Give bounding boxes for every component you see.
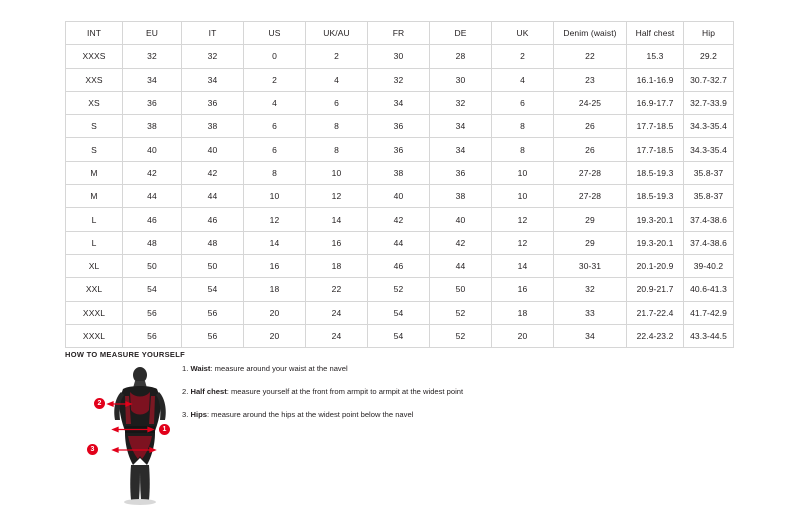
cell-de: 30	[430, 68, 492, 91]
cell-half-chest: 21.7-22.4	[627, 301, 684, 324]
cell-denim-waist: 26	[554, 115, 627, 138]
cell-half-chest: 20.1-20.9	[627, 254, 684, 277]
cell-int: XXS	[66, 68, 123, 91]
cell-it: 44	[182, 185, 244, 208]
cell-int: S	[66, 138, 123, 161]
table-row	[66, 161, 734, 184]
cell-de: 52	[430, 301, 492, 324]
column-header-int: INT	[66, 22, 123, 45]
cell-fr: 52	[368, 278, 430, 301]
table-header-row	[66, 22, 734, 45]
table-row	[66, 45, 734, 68]
cell-hip: 34.3-35.4	[684, 138, 734, 161]
cell-us: 0	[244, 45, 306, 68]
cell-uk: 10	[492, 161, 554, 184]
cell-us: 6	[244, 138, 306, 161]
cell-denim-waist: 32	[554, 278, 627, 301]
cell-us: 6	[244, 115, 306, 138]
cell-denim-waist: 29	[554, 208, 627, 231]
instruction-text: : measure around your waist at the navel	[210, 364, 348, 373]
column-header-fr: FR	[368, 22, 430, 45]
cell-int: M	[66, 185, 123, 208]
cell-fr: 42	[368, 208, 430, 231]
cell-it: 50	[182, 254, 244, 277]
table-row	[66, 185, 734, 208]
cell-uk: 8	[492, 115, 554, 138]
cell-uk: 2	[492, 45, 554, 68]
cell-denim-waist: 24-25	[554, 91, 627, 114]
cell-de: 50	[430, 278, 492, 301]
cell-uk: 4	[492, 68, 554, 91]
instruction-term: Half chest	[190, 386, 227, 396]
cell-fr: 46	[368, 254, 430, 277]
column-header-uk-au: UK/AU	[306, 22, 368, 45]
table-row	[66, 231, 734, 254]
table-row	[66, 115, 734, 138]
cell-uk-au: 2	[306, 45, 368, 68]
cell-denim-waist: 29	[554, 231, 627, 254]
cell-it: 42	[182, 161, 244, 184]
cell-uk: 14	[492, 254, 554, 277]
column-header-denim-waist: Denim (waist)	[554, 22, 627, 45]
cell-uk-au: 8	[306, 115, 368, 138]
cell-uk-au: 22	[306, 278, 368, 301]
cell-denim-waist: 34	[554, 324, 627, 347]
cell-denim-waist: 23	[554, 68, 627, 91]
how-to-measure-title: HOW TO MEASURE YOURSELF	[65, 350, 185, 359]
cell-fr: 30	[368, 45, 430, 68]
instruction-text: : measure yourself at the front from armpit to armpit at the widest point	[226, 386, 464, 396]
cell-half-chest: 18.5-19.3	[627, 185, 684, 208]
cell-us: 4	[244, 91, 306, 114]
cell-half-chest: 19.3-20.1	[627, 231, 684, 254]
cell-half-chest: 16.9-17.7	[627, 91, 684, 114]
cell-hip: 39-40.2	[684, 254, 734, 277]
cell-it: 38	[182, 115, 244, 138]
cell-int: XL	[66, 254, 123, 277]
cell-fr: 34	[368, 91, 430, 114]
cell-half-chest: 17.7-18.5	[627, 115, 684, 138]
cell-uk: 20	[492, 324, 554, 347]
cell-denim-waist: 27-28	[554, 161, 627, 184]
cell-uk-au: 16	[306, 231, 368, 254]
table-row	[66, 138, 734, 161]
cell-hip: 35.8-37	[684, 185, 734, 208]
cell-it: 32	[182, 45, 244, 68]
cell-uk-au: 8	[306, 138, 368, 161]
instruction-item	[182, 410, 602, 420]
cell-us: 18	[244, 278, 306, 301]
cell-it: 40	[182, 138, 244, 161]
cell-int: XS	[66, 91, 123, 114]
cell-de: 38	[430, 185, 492, 208]
instruction-text: : measure around the hips at the widest point below the navel	[206, 409, 414, 419]
cell-denim-waist: 26	[554, 138, 627, 161]
cell-it: 36	[182, 91, 244, 114]
cell-eu: 56	[123, 301, 182, 324]
cell-int: M	[66, 161, 123, 184]
cell-us: 20	[244, 301, 306, 324]
cell-eu: 38	[123, 115, 182, 138]
column-header-it: IT	[182, 22, 244, 45]
cell-us: 20	[244, 324, 306, 347]
column-header-de: DE	[430, 22, 492, 45]
cell-it: 56	[182, 301, 244, 324]
cell-uk-au: 18	[306, 254, 368, 277]
cell-eu: 42	[123, 161, 182, 184]
measurement-instructions	[182, 364, 602, 433]
instruction-number: 3.	[182, 409, 189, 419]
column-header-half-chest: Half chest	[627, 22, 684, 45]
cell-de: 40	[430, 208, 492, 231]
cell-int: L	[66, 208, 123, 231]
cell-denim-waist: 22	[554, 45, 627, 68]
cell-de: 34	[430, 138, 492, 161]
cell-eu: 34	[123, 68, 182, 91]
cell-hip: 41.7-42.9	[684, 301, 734, 324]
table-row	[66, 91, 734, 114]
cell-eu: 50	[123, 254, 182, 277]
cell-uk: 12	[492, 231, 554, 254]
table-row	[66, 254, 734, 277]
cell-eu: 56	[123, 324, 182, 347]
measurement-badge-1: 1	[159, 424, 170, 435]
cell-uk: 6	[492, 91, 554, 114]
cell-de: 32	[430, 91, 492, 114]
instruction-number: 1.	[182, 364, 189, 373]
instruction-term: Waist	[190, 364, 211, 373]
mannequin-illustration	[85, 366, 195, 506]
instruction-item	[182, 364, 602, 374]
cell-fr: 40	[368, 185, 430, 208]
cell-eu: 32	[123, 45, 182, 68]
measurement-badge-3: 3	[87, 444, 98, 455]
cell-half-chest: 19.3-20.1	[627, 208, 684, 231]
cell-denim-waist: 27-28	[554, 185, 627, 208]
cell-de: 28	[430, 45, 492, 68]
instruction-number: 2.	[182, 386, 189, 396]
cell-eu: 44	[123, 185, 182, 208]
cell-uk-au: 14	[306, 208, 368, 231]
cell-denim-waist: 33	[554, 301, 627, 324]
cell-uk-au: 6	[306, 91, 368, 114]
cell-fr: 36	[368, 115, 430, 138]
column-header-hip: Hip	[684, 22, 734, 45]
cell-us: 16	[244, 254, 306, 277]
instruction-term: Hips	[190, 409, 207, 419]
cell-hip: 43.3-44.5	[684, 324, 734, 347]
cell-fr: 36	[368, 138, 430, 161]
cell-eu: 46	[123, 208, 182, 231]
table-row	[66, 208, 734, 231]
cell-half-chest: 16.1-16.9	[627, 68, 684, 91]
cell-uk-au: 24	[306, 324, 368, 347]
cell-us: 10	[244, 185, 306, 208]
cell-uk: 8	[492, 138, 554, 161]
cell-us: 12	[244, 208, 306, 231]
cell-hip: 37.4-38.6	[684, 208, 734, 231]
cell-fr: 44	[368, 231, 430, 254]
table-row	[66, 324, 734, 347]
cell-half-chest: 20.9-21.7	[627, 278, 684, 301]
cell-hip: 30.7-32.7	[684, 68, 734, 91]
cell-us: 8	[244, 161, 306, 184]
cell-uk-au: 4	[306, 68, 368, 91]
size-conversion-table	[65, 21, 734, 348]
cell-us: 14	[244, 231, 306, 254]
cell-hip: 34.3-35.4	[684, 115, 734, 138]
cell-int: L	[66, 231, 123, 254]
cell-int: XXXL	[66, 324, 123, 347]
cell-uk: 18	[492, 301, 554, 324]
cell-uk-au: 10	[306, 161, 368, 184]
cell-us: 2	[244, 68, 306, 91]
cell-it: 54	[182, 278, 244, 301]
column-header-eu: EU	[123, 22, 182, 45]
cell-int: XXL	[66, 278, 123, 301]
cell-de: 34	[430, 115, 492, 138]
cell-de: 42	[430, 231, 492, 254]
table-row	[66, 278, 734, 301]
cell-uk-au: 12	[306, 185, 368, 208]
cell-eu: 54	[123, 278, 182, 301]
column-header-uk: UK	[492, 22, 554, 45]
cell-hip: 32.7-33.9	[684, 91, 734, 114]
cell-denim-waist: 30-31	[554, 254, 627, 277]
cell-uk-au: 24	[306, 301, 368, 324]
cell-de: 36	[430, 161, 492, 184]
instruction-item	[182, 387, 602, 397]
cell-de: 52	[430, 324, 492, 347]
table-row	[66, 301, 734, 324]
cell-uk: 10	[492, 185, 554, 208]
cell-hip: 35.8-37	[684, 161, 734, 184]
table-row	[66, 68, 734, 91]
cell-hip: 40.6-41.3	[684, 278, 734, 301]
cell-half-chest: 18.5-19.3	[627, 161, 684, 184]
cell-int: XXXS	[66, 45, 123, 68]
measurement-figure	[85, 366, 195, 506]
cell-hip: 29.2	[684, 45, 734, 68]
column-header-us: US	[244, 22, 306, 45]
cell-uk: 12	[492, 208, 554, 231]
cell-it: 34	[182, 68, 244, 91]
cell-int: S	[66, 115, 123, 138]
cell-it: 48	[182, 231, 244, 254]
cell-it: 46	[182, 208, 244, 231]
cell-uk: 16	[492, 278, 554, 301]
measurement-badge-2: 2	[94, 398, 105, 409]
cell-int: XXXL	[66, 301, 123, 324]
cell-half-chest: 22.4-23.2	[627, 324, 684, 347]
cell-fr: 54	[368, 301, 430, 324]
cell-fr: 32	[368, 68, 430, 91]
cell-eu: 36	[123, 91, 182, 114]
cell-half-chest: 15.3	[627, 45, 684, 68]
cell-de: 44	[430, 254, 492, 277]
cell-it: 56	[182, 324, 244, 347]
cell-fr: 38	[368, 161, 430, 184]
cell-half-chest: 17.7-18.5	[627, 138, 684, 161]
cell-hip: 37.4-38.6	[684, 231, 734, 254]
cell-eu: 40	[123, 138, 182, 161]
cell-eu: 48	[123, 231, 182, 254]
cell-fr: 54	[368, 324, 430, 347]
